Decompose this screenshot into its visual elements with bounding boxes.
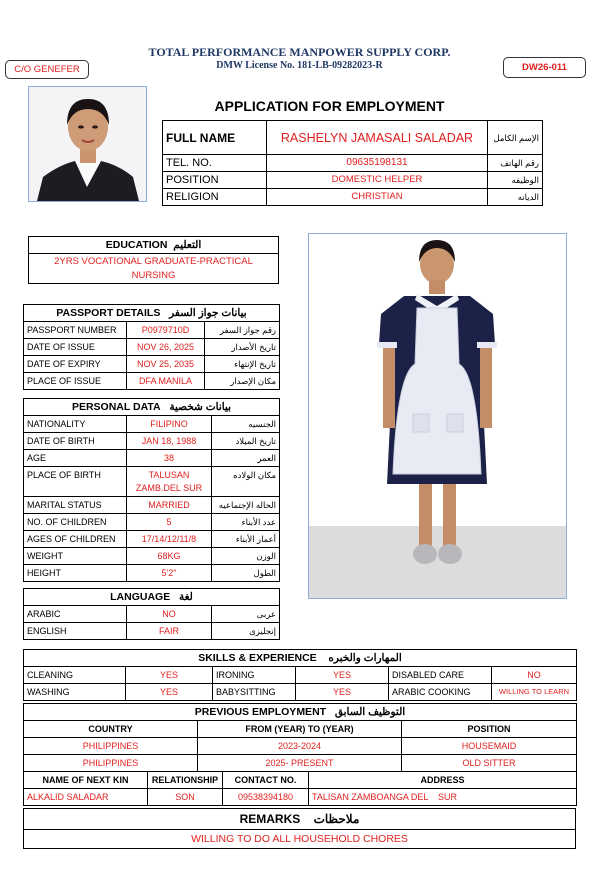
- personal-row-label: WEIGHT: [24, 548, 127, 565]
- passport-row-label: PLACE OF ISSUE: [24, 373, 127, 390]
- table-row: [24, 450, 280, 467]
- passport-row-value: DFA MANILA: [127, 373, 205, 390]
- personal-data-table: [23, 398, 280, 582]
- company-name: TOTAL PERFORMANCE MANPOWER SUPPLY CORP.: [148, 45, 451, 59]
- passport-label: PASSPORT DETAILS: [56, 307, 161, 319]
- personal-label: PERSONAL DATA: [71, 401, 161, 413]
- language-label: LANGUAGE: [110, 591, 171, 603]
- personal-row-arabic: أعمار الأبناء: [212, 531, 280, 548]
- table-row: [24, 606, 280, 623]
- skill-value: WILLING TO LEARN: [492, 684, 577, 701]
- language-table: [23, 588, 280, 640]
- table-row: [24, 322, 280, 339]
- language-header: [24, 589, 280, 606]
- personal-row-label: MARITAL STATUS: [24, 497, 127, 514]
- education-value: 2YRS VOCATIONAL GRADUATE-PRACTICAL NURSING: [29, 254, 279, 284]
- skill-label: WASHING: [24, 684, 126, 701]
- table-row: [24, 667, 577, 684]
- personal-row-value: 5'2": [127, 565, 212, 582]
- column-header: POSITION: [402, 721, 577, 738]
- personal-row-label: NATIONALITY: [24, 416, 127, 433]
- personal-row-arabic: تاريخ الميلاد: [212, 433, 280, 450]
- table-row: [24, 684, 577, 701]
- table-row: [24, 356, 280, 373]
- kin-address: TALISAN ZAMBOANGA DEL SUR: [309, 789, 577, 806]
- skill-value: YES: [126, 684, 213, 701]
- column-header: FROM (YEAR) TO (YEAR): [198, 721, 402, 738]
- remarks-header: [24, 809, 576, 830]
- table-row: [24, 514, 280, 531]
- position-value: DOMESTIC HELPER: [267, 172, 488, 189]
- table-row: [24, 433, 280, 450]
- personal-row-value: 68KG: [127, 548, 212, 565]
- kin-contact: 09538394180: [223, 789, 309, 806]
- license-number: DMW License No. 181-LB-09282023-R: [216, 60, 383, 71]
- passport-row-arabic: تاريخ الإنتهاء: [205, 356, 280, 373]
- personal-row-label: PLACE OF BIRTH: [24, 467, 127, 497]
- tel-label: TEL. NO.: [163, 155, 267, 172]
- full-body-photo: [308, 233, 567, 599]
- personal-row-arabic: الحاله الإجتماعيه: [212, 497, 280, 514]
- skill-label: ARABIC COOKING: [389, 684, 492, 701]
- skill-label: IRONING: [213, 667, 296, 684]
- employment-years: 2025- PRESENT: [198, 755, 402, 772]
- passport-row-label: DATE OF ISSUE: [24, 339, 127, 356]
- language-row-arabic: عربى: [212, 606, 280, 623]
- passport-label-arabic: بيانات جواز السفر: [169, 307, 247, 319]
- remarks-label-arabic: ملاحظات: [313, 812, 360, 826]
- employment-position: OLD SITTER: [402, 755, 577, 772]
- personal-row-arabic: عدد الأبناء: [212, 514, 280, 531]
- skill-value: YES: [296, 684, 389, 701]
- passport-table: [23, 304, 280, 390]
- previous-employment-table: [23, 703, 577, 772]
- education-label-arabic: التعليم: [173, 239, 202, 251]
- education-header: [29, 237, 279, 254]
- skills-label: SKILLS & EXPERIENCE: [198, 652, 317, 664]
- previous-label: PREVIOUS EMPLOYMENT: [194, 706, 327, 718]
- column-header: CONTACT NO.: [223, 772, 309, 789]
- education-table: [28, 236, 279, 284]
- portrait-photo: [28, 86, 147, 202]
- table-row: [24, 416, 280, 433]
- table-row: [24, 623, 280, 640]
- table-row: [24, 373, 280, 390]
- tel-value: 09635198131: [267, 155, 488, 172]
- table-row: [24, 789, 577, 806]
- remarks-value: WILLING TO DO ALL HOUSEHOLD CHORES: [24, 830, 576, 849]
- personal-row-arabic: الوزن: [212, 548, 280, 565]
- personal-row-value: 17/14/12/11/8: [127, 531, 212, 548]
- table-row: [24, 548, 280, 565]
- passport-header: [24, 305, 280, 322]
- personal-row-label: NO. OF CHILDREN: [24, 514, 127, 531]
- passport-row-arabic: تاريخ الأصدار: [205, 339, 280, 356]
- personal-row-value: JAN 18, 1988: [127, 433, 212, 450]
- table-row: [24, 755, 577, 772]
- language-row-label: ARABIC: [24, 606, 127, 623]
- personal-row-label: DATE OF BIRTH: [24, 433, 127, 450]
- passport-row-label: DATE OF EXPIRY: [24, 356, 127, 373]
- personal-row-value: 38: [127, 450, 212, 467]
- previous-label-arabic: التوظيف السابق: [334, 706, 406, 718]
- page-title: APPLICATION FOR EMPLOYMENT: [214, 98, 445, 114]
- applicant-info-table: [162, 120, 543, 206]
- remarks-table: [23, 808, 576, 849]
- previous-header: [24, 704, 577, 721]
- position-label: POSITION: [163, 172, 267, 189]
- table-row: [24, 531, 280, 548]
- skills-table: [23, 649, 577, 701]
- religion-value: CHRISTIAN: [267, 189, 488, 206]
- education-label: EDUCATION: [105, 239, 168, 251]
- full-name-label: FULL NAME: [163, 121, 267, 155]
- skill-label: DISABLED CARE: [389, 667, 492, 684]
- column-header: NAME OF NEXT KIN: [24, 772, 148, 789]
- employment-country: PHILIPPINES: [24, 755, 198, 772]
- personal-row-value: 5: [127, 514, 212, 531]
- table-row: [24, 565, 280, 582]
- table-row: [24, 467, 280, 497]
- passport-row-value: NOV 25, 2035: [127, 356, 205, 373]
- kin-name: ALKALID SALADAR: [24, 789, 148, 806]
- skill-label: BABYSITTING: [213, 684, 296, 701]
- personal-row-arabic: مكان الولاده: [212, 467, 280, 497]
- skill-value: YES: [296, 667, 389, 684]
- skills-header: [24, 650, 577, 667]
- column-header: RELATIONSHIP: [148, 772, 223, 789]
- passport-row-arabic: مكان الإصدار: [205, 373, 280, 390]
- reference-code: DW26-011: [503, 57, 586, 78]
- full-name-value: RASHELYN JAMASALI SALADAR: [267, 121, 488, 155]
- language-row-label: ENGLISH: [24, 623, 127, 640]
- skill-value: YES: [126, 667, 213, 684]
- co-label: C/O GENEFER: [5, 60, 89, 79]
- language-row-value: FAIR: [127, 623, 212, 640]
- full-name-arabic: الإسم الكامل: [488, 121, 543, 155]
- skill-label: CLEANING: [24, 667, 126, 684]
- column-header: ADDRESS: [309, 772, 577, 789]
- remarks-label: REMARKS: [239, 812, 301, 826]
- passport-row-label: PASSPORT NUMBER: [24, 322, 127, 339]
- religion-arabic: الديانه: [488, 189, 543, 206]
- personal-row-value: TALUSAN ZAMB.DEL SUR: [127, 467, 212, 497]
- passport-row-arabic: رقم جواز السفر: [205, 322, 280, 339]
- passport-row-value: NOV 26, 2025: [127, 339, 205, 356]
- tel-arabic: رقم الهاتف: [488, 155, 543, 172]
- personal-row-label: AGE: [24, 450, 127, 467]
- employment-position: HOUSEMAID: [402, 738, 577, 755]
- position-arabic: الوظيفه: [488, 172, 543, 189]
- table-row: [24, 738, 577, 755]
- personal-label-arabic: بيانات شخصية: [169, 401, 232, 413]
- religion-label: RELIGION: [163, 189, 267, 206]
- kin-relationship: SON: [148, 789, 223, 806]
- table-row: [24, 497, 280, 514]
- personal-row-arabic: الجنسيه: [212, 416, 280, 433]
- personal-header: [24, 399, 280, 416]
- language-row-value: NO: [127, 606, 212, 623]
- employment-years: 2023-2024: [198, 738, 402, 755]
- employment-country: PHILIPPINES: [24, 738, 198, 755]
- skill-value: NO: [492, 667, 577, 684]
- personal-row-value: FILIPINO: [127, 416, 212, 433]
- table-row: [24, 339, 280, 356]
- language-row-arabic: إنجليزى: [212, 623, 280, 640]
- passport-row-value: P0979710D: [127, 322, 205, 339]
- next-of-kin-table: [23, 771, 577, 806]
- personal-row-arabic: الطول: [212, 565, 280, 582]
- personal-row-label: AGES OF CHILDREN: [24, 531, 127, 548]
- column-header: COUNTRY: [24, 721, 198, 738]
- personal-row-arabic: العمر: [212, 450, 280, 467]
- language-label-arabic: لغة: [178, 591, 193, 603]
- personal-row-value: MARRIED: [127, 497, 212, 514]
- personal-row-label: HEIGHT: [24, 565, 127, 582]
- skills-label-arabic: المهارات والخبره: [328, 652, 402, 664]
